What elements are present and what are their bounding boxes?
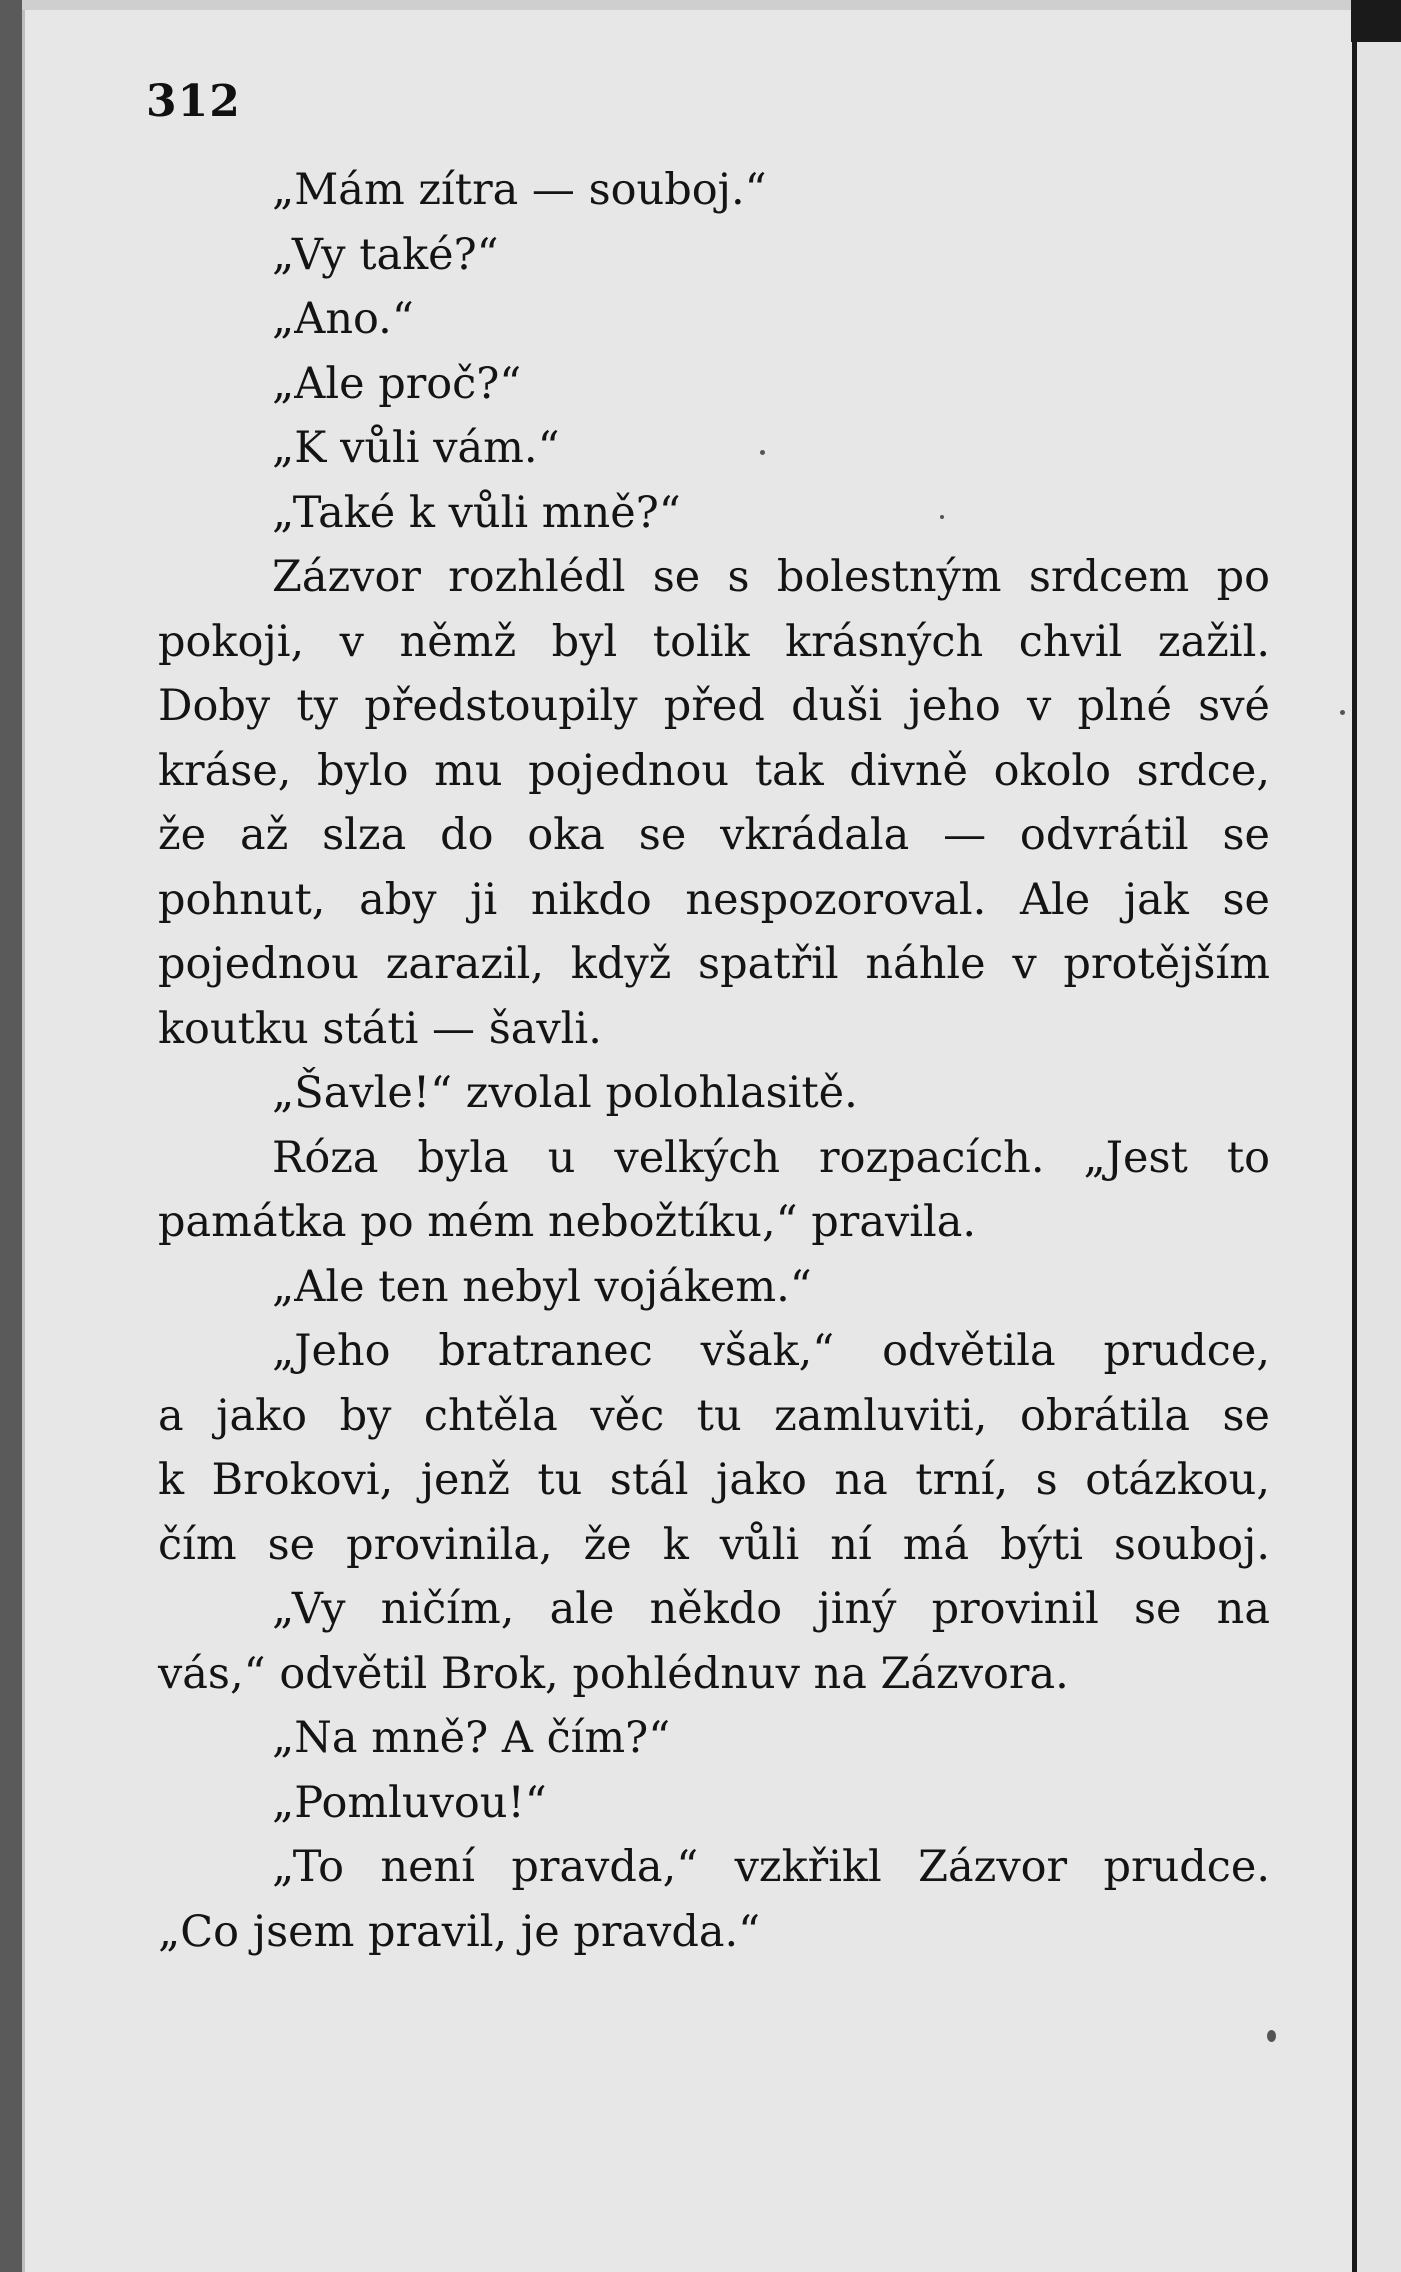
text-line: Róza byla u velkých rozpacích. „Jest to [272, 1132, 1270, 1183]
page-right-rule [1352, 40, 1357, 2272]
print-speck [1267, 2030, 1276, 2042]
text-line: „Co jsem pravil, je pravda.“ [158, 1906, 761, 1957]
text-line: pohnut, aby ji nikdo nespozoroval. Ale jak se [158, 874, 1270, 925]
text-line: „Vy ničím, ale někdo jiný provinil se na [272, 1584, 1270, 1634]
text-line: „Vy také?“ [272, 229, 499, 280]
text-line: „Šavle!“ zvolal polohlasitě. [272, 1068, 858, 1118]
text-line: „Pomluvou!“ [272, 1777, 547, 1828]
text-line: „Ale ten nebyl vojákem.“ [272, 1261, 812, 1312]
text-line: k Brokovi, jenž tu stál jako na trní, s otázkou, [158, 1455, 1270, 1505]
text-line: Doby ty předstoupily před duši jeho v plné své [158, 681, 1270, 731]
page-right-margin [1357, 0, 1401, 2272]
print-speck [1340, 710, 1345, 715]
text-line: „Na mně? A čím?“ [272, 1713, 671, 1763]
text-line: čím se provinila, že k vůli ní má býti souboj. [158, 1519, 1270, 1570]
text-line: „To není pravda,“ vzkřikl Zázvor prudce. [272, 1842, 1270, 1892]
body-text [158, 158, 1270, 1964]
text-line: Zázvor rozhlédl se s bolestným srdcem po [272, 552, 1270, 602]
text-line: koutku státi — šavli. [158, 1003, 602, 1054]
page-left-shadow [0, 0, 22, 2272]
page-number: 312 [146, 76, 241, 127]
text-line: památka po mém nebožtíku,“ pravila. [158, 1197, 977, 1247]
text-line: vás,“ odvětil Brok, pohlédnuv na Zázvora. [158, 1648, 1069, 1699]
print-speck [940, 515, 944, 519]
text-line: kráse, bylo mu pojednou tak divně okolo srdce, [158, 745, 1270, 796]
page-corner-shadow [1351, 0, 1401, 42]
text-line: pojednou zarazil, když spatřil náhle v protějším [158, 939, 1270, 989]
text-line: že až slza do oka se vkrádala — odvrátil se [158, 810, 1270, 860]
text-line: „Také k vůli mně?“ [272, 487, 681, 538]
text-line: „Mám zítra — souboj.“ [272, 165, 767, 215]
text-line: „Ale proč?“ [272, 358, 522, 409]
text-line: a jako by chtěla věc tu zamluviti, obrátila se [158, 1390, 1270, 1441]
text-line: „K vůli vám.“ [272, 423, 560, 473]
text-line: pokoji, v němž byl tolik krásných chvil zažil. [158, 616, 1270, 667]
print-speck [760, 450, 765, 455]
text-line: „Jeho bratranec však,“ odvětila prudce, [272, 1326, 1270, 1376]
text-line: „Ano.“ [272, 294, 414, 344]
